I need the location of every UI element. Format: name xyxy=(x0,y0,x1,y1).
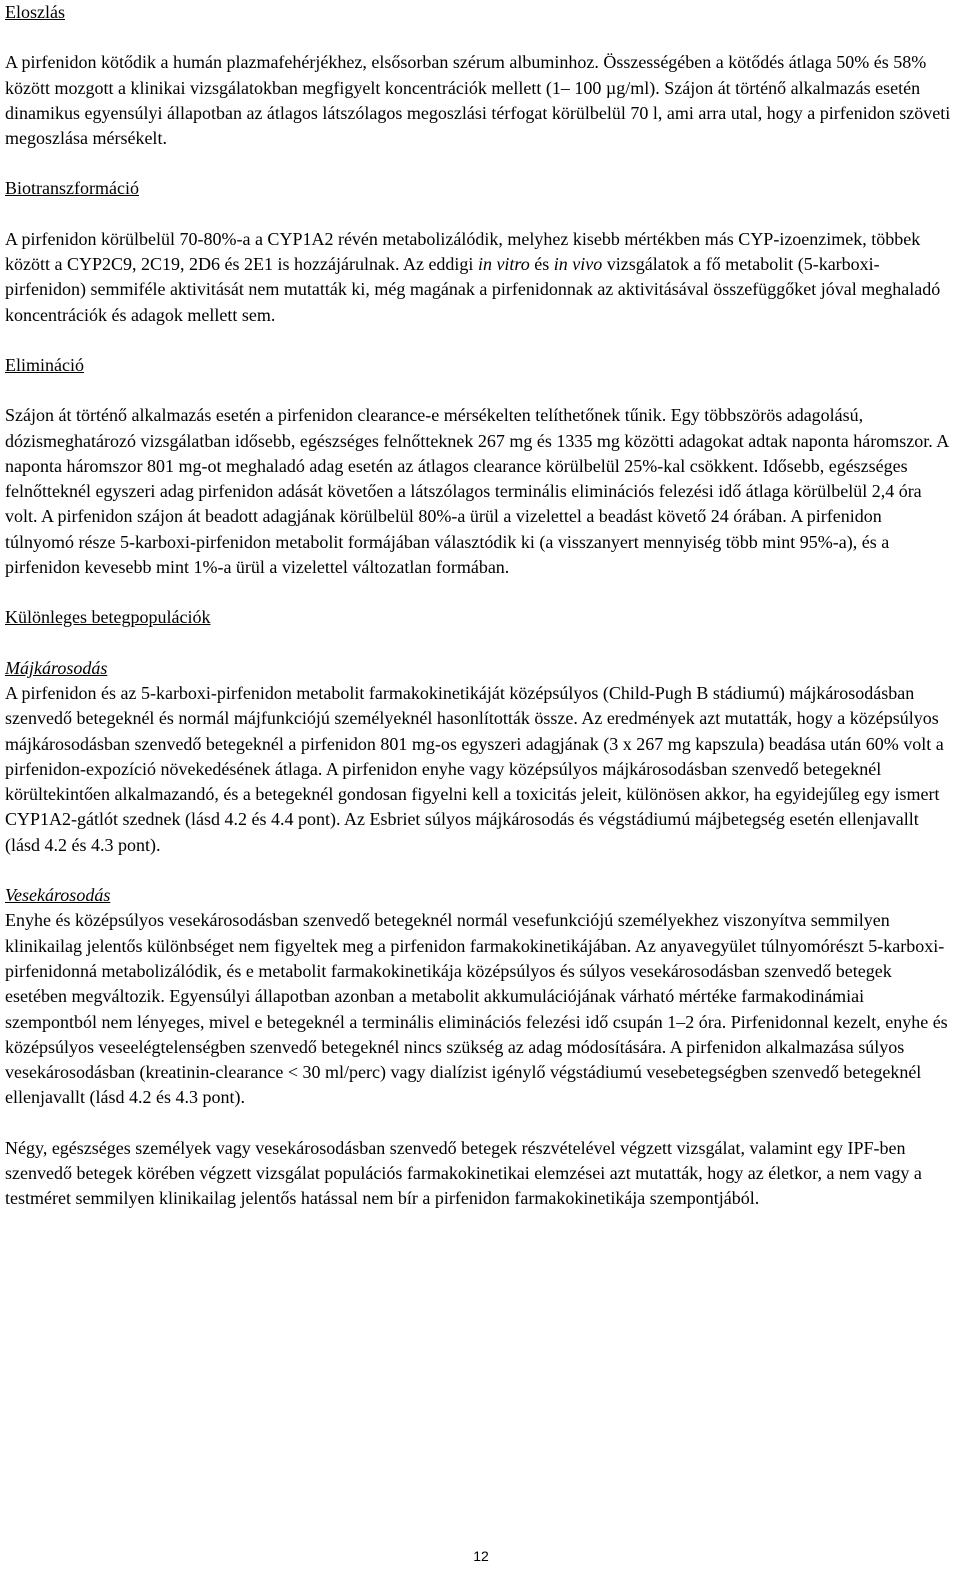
section-heading-special-populations: Különleges betegpopulációk xyxy=(5,607,211,628)
spacer xyxy=(5,151,953,176)
spacer xyxy=(5,1111,953,1136)
spacer xyxy=(5,202,953,227)
paragraph-population-pk: Négy, egészséges személyek vagy vesekárosodásban szenvedő betegek részvételével végzett vizsgálat, valamint egy IPF-ben szenvedő betegek körében végzett vizsgálat populációs farmakokinetikai elemzései azt mutatták, hogy az életkor, a nem vagy a testméret semmilyen klinikailag jelentős hatással nem bír a pirfenidon farmakokinetikája szempontjából. xyxy=(5,1137,922,1209)
spacer xyxy=(5,580,953,605)
text-run: és xyxy=(529,254,554,275)
spacer xyxy=(5,378,953,403)
italic-term-in-vitro: in vitro xyxy=(477,254,530,275)
paragraph-biotransformation xyxy=(5,227,953,328)
text-run: vizsgálatok a fő metabolit (5-karboxi-pirfenidon) semmiféle aktivitását nem mutatták ki, még magának a pirfenidonnak az aktivitásával összefüggőket jóval meghaladó koncentrációk és adagok mellett sem. xyxy=(5,254,941,325)
subheading-hepatic: Májkárosodás xyxy=(5,657,108,678)
italic-term-in-vivo: in vivo xyxy=(553,254,603,275)
subheading-renal: Vesekárosodás xyxy=(5,885,111,906)
text-run: A pirfenidon körülbelül 70-80%-a a CYP1A2 révén metabolizálódik, melyhez kisebb mértékben más CYP-izoenzimek, többek között a CYP2C9, 2C19, 2D6 és 2E1 is hozzájárulnak. Az eddigi xyxy=(5,228,921,275)
paragraph-renal: Enyhe és középsúlyos vesekárosodásban szenvedő betegeknél normál vesefunkciójú személyekhez viszonyítva semmilyen klinikailag jelentős különbséget nem figyeltek meg a pirfenidon farmakokinetikájában. Az anyavegyület túlnyomórészt 5-karboxi-pirfenidonná metabolizálódik, és e metabolit farmakokinetikája középsúlyos és súlyos vesekárosodásban szenvedő betegek esetében megváltozik. Egyensúlyi állapotban azonban a metabolit akkumulációjának várható mértéke farmakodinámiai szempontból nem lényeges, mivel e betegeknél a terminális eliminációs felezési idő csupán 1–2 óra. Pirfenidonnal kezelt, enyhe és középsúlyos veseelégtelenségben szenvedő betegeknél nincs szükség az adag módosítására. A pirfenidon alkalmazása súlyos vesekárosodásban (kreatinin-clearance < 30 ml/perc) vagy dialízist igénylő végstádiumú vesebetegségben szenvedő betegeknél ellenjavallt (lásd 4.2 és 4.3 pont). xyxy=(5,910,948,1108)
section-heading-biotransformation: Biotranszformáció xyxy=(5,178,139,199)
spacer xyxy=(5,328,953,353)
page-footer xyxy=(0,1547,960,1565)
section-heading-distribution: Eloszlás xyxy=(5,2,65,22)
section-heading-elimination: Elimináció xyxy=(5,354,84,375)
document-page xyxy=(5,0,953,1212)
paragraph-distribution: A pirfenidon kötődik a humán plazmafehérjékhez, elsősorban szérum albuminhoz. Összességében a kötődés átlaga 50% és 58% között mozgott a klinikai vizsgálatokban megfigyelt koncentrációk mellett (1– 100 µg/ml). Szájon át történő alkalmazás esetén dinamikus egyensúlyi állapotban az átlagos látszólagos megoszlási térfogat körülbelül 70 l, ami arra utal, hogy a pirfenidon szöveti megoszlása mérsékelt. xyxy=(5,52,951,149)
spacer xyxy=(5,631,953,656)
paragraph-elimination: Szájon át történő alkalmazás esetén a pirfenidon clearance-e mérsékelten telíthetőnek tűnik. Egy többszörös adagolású, dózismeghatározó vizsgálatban idősebb, egészséges felnőtteknek 267 mg és 1335 mg közötti adagokat adtak naponta háromszor. A naponta háromszor 801 mg-ot meghaladó adag esetén az átlagos clearance körülbelül 25%-kal csökkent. Idősebb, egészséges felnőtteknél egyszeri adag pirfenidon adását követően a látszólagos terminális eliminációs felezési idő átlaga körülbelül 2,4 óra volt. A pirfenidon szájon át beadott adagjának körülbelül 80%-a ürül a vizelettel a beadást követő 24 órában. A pirfenidon túlnyomó része 5-karboxi-pirfenidon metabolit formájában választódik ki (a visszanyert mennyiség több mint 95%-a), és a pirfenidon kevesebb mint 1%-a ürül a vizelettel változatlan formában. xyxy=(5,405,949,578)
spacer xyxy=(5,858,953,883)
paragraph-hepatic: A pirfenidon és az 5-karboxi-pirfenidon metabolit farmakokinetikáját középsúlyos (Child-Pugh B stádiumú) májkárosodásban szenvedő betegeknél és normál májfunkciójú személyeknél hasonlították össze. Az eredmények azt mutatták, hogy a középsúlyos májkárosodásban szenvedő betegeknél a pirfenidon 801 mg-os egyszeri adagjának (3 x 267 mg kapszula) beadása után 60% volt a pirfenidon-expozíció növekedésének átlaga. A pirfenidon enyhe vagy középsúlyos májkárosodásban szenvedő betegeknél körültekintően alkalmazandó, és a betegeknél gondosan figyelni kell a toxicitás jeleit, különösen akkor, ha egyidejűleg egy ismert CYP1A2-gátlót szednek (lásd 4.2 és 4.4 pont). Az Esbriet súlyos májkárosodás és végstádiumú májbetegség esetén ellenjavallt (lásd 4.2 és 4.3 pont). xyxy=(5,682,944,855)
spacer xyxy=(5,25,953,50)
page-number: 12 xyxy=(473,1548,489,1564)
